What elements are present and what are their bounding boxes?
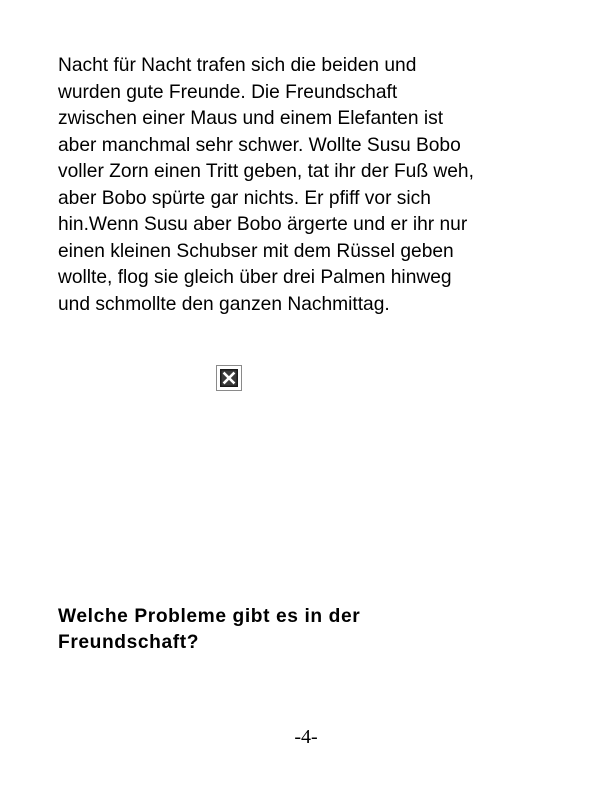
question-line: Freundschaft? [58,632,200,653]
question-heading [58,604,360,656]
story-line: hin.Wenn Susu aber Bobo ärgerte und er ihr nur [58,214,468,235]
story-line: zwischen einer Maus und einem Elefanten ist [58,108,444,129]
story-line: voller Zorn einen Tritt geben, tat ihr der Fuß weh, [58,161,474,182]
story-paragraph [58,53,538,318]
story-line: Nacht für Nacht trafen sich die beiden und [58,55,417,76]
story-line: einen kleinen Schubser mit dem Rüssel geben [58,240,454,262]
broken-image-placeholder [216,365,242,391]
story-line: aber manchmal sehr schwer. Wollte Susu Bobo [58,134,461,156]
story-line: aber Bobo spürte gar nichts. Er pfiff vor sich [58,187,431,209]
page-number: -4- [294,726,318,748]
story-line: wollte, flog sie gleich über drei Palmen hinweg [58,267,452,288]
question-line: Welche Probleme gibt es in der [58,606,361,627]
broken-image-icon [220,369,238,387]
story-line: wurden gute Freunde. Die Freundschaft [58,81,398,103]
story-line: und schmollte den ganzen Nachmittag. [58,293,390,315]
